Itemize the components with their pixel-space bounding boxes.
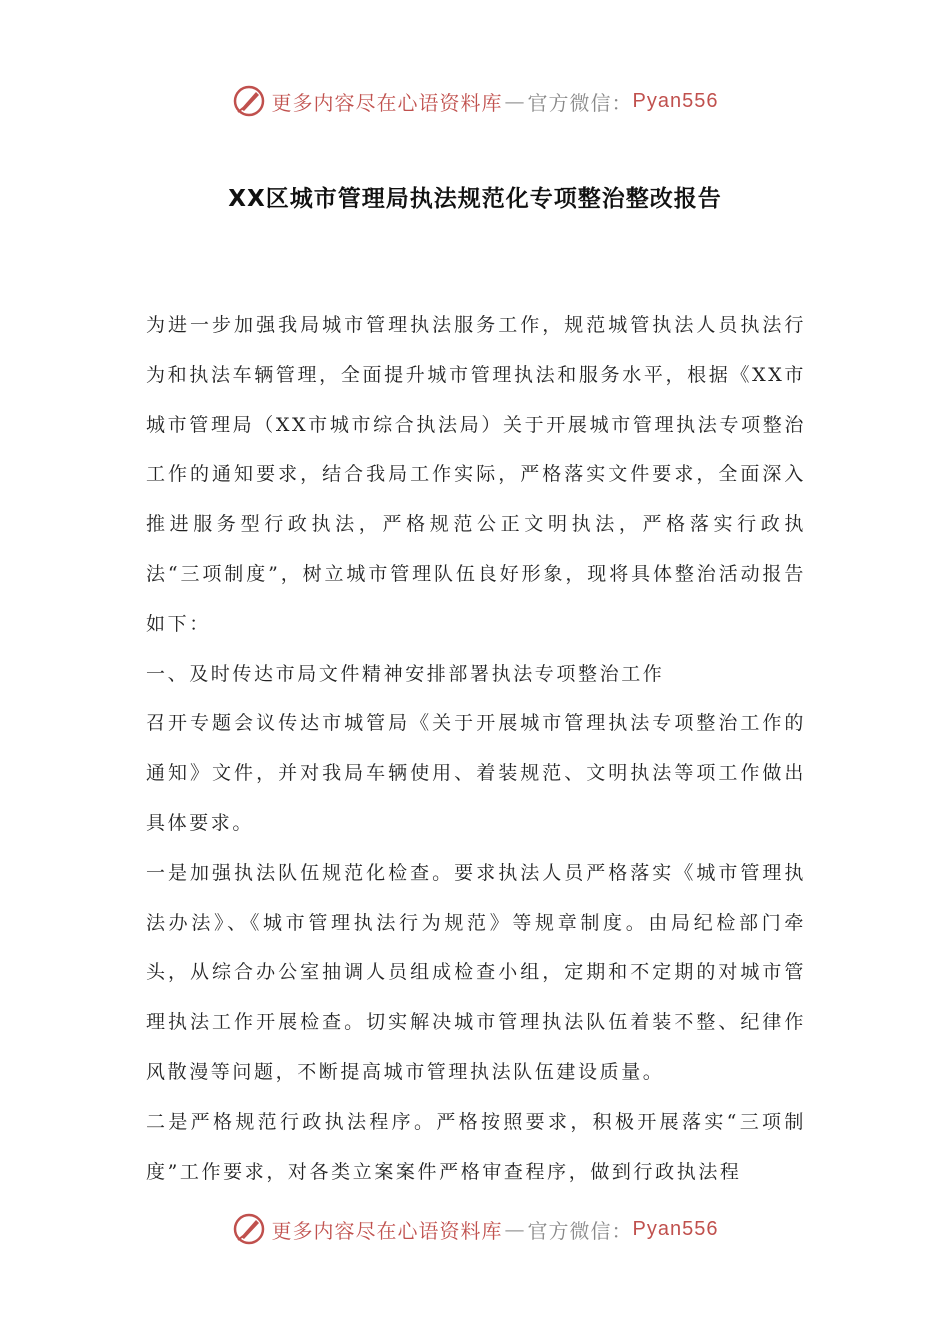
- section-heading-1: 一、及时传达市局文件精神安排部署执法专项整治工作: [146, 662, 665, 685]
- document-title: XX区城市管理局执法规范化专项整治整改报告: [228, 186, 722, 212]
- quill-seal-logo-icon: [232, 84, 266, 118]
- paragraph-intro: 为进一步加强我局城市管理执法服务工作，规范城管执法人员执法行为和执法车辆管理，全面提升城市管理执法和服务水平，根据《XX市城市管理局（XX市城市综合执法局）关于开展城市管理执法专项整治工作的通知要求，结合我局工作实际，严格落实文件要求，全面深入推进服务型行政执法，严格规范公正文明执法，严格落实行政执法“三项制度”，树立城市管理队伍良好形象，现将具体整治活动报告如下：: [146, 314, 806, 635]
- banner-dash: —: [504, 1217, 526, 1241]
- header-watermark-banner: [0, 84, 950, 118]
- banner-wechat-id: Pyan556: [632, 1217, 719, 1240]
- footer-watermark-banner: [0, 1212, 950, 1246]
- quill-seal-logo-icon: [232, 1212, 266, 1246]
- document-body: [146, 301, 806, 1197]
- banner-brand-text: 更多内容尽在心语资料库: [271, 90, 503, 115]
- paragraph-point-2: 二是严格规范行政执法程序。严格按照要求，积极开展落实“三项制度”工作要求，对各类立案案件严格审查程序，做到行政执法程: [146, 1110, 806, 1183]
- banner-wechat-label: 官方微信：: [527, 90, 633, 115]
- banner-dash: —: [504, 89, 526, 113]
- paragraph-meeting: 召开专题会议传达市城管局《关于开展城市管理执法专项整治工作的通知》文件，并对我局车辆使用、着装规范、文明执法等项工作做出具体要求。: [146, 712, 806, 834]
- banner-wechat-label: 官方微信：: [527, 1218, 633, 1243]
- banner-brand-text: 更多内容尽在心语资料库: [271, 1218, 503, 1243]
- banner-wechat-id: Pyan556: [632, 89, 719, 112]
- paragraph-point-1: 一是加强执法队伍规范化检查。要求执法人员严格落实《城市管理执法办法》、《城市管理执法行为规范》等规章制度。由局纪检部门牵头，从综合办公室抽调人员组成检查小组，定期和不定期的对城市管理执法工作开展检查。切实解决城市管理执法队伍着装不整、纪律作风散漫等问题，不断提高城市管理执法队伍建设质量。: [146, 861, 806, 1083]
